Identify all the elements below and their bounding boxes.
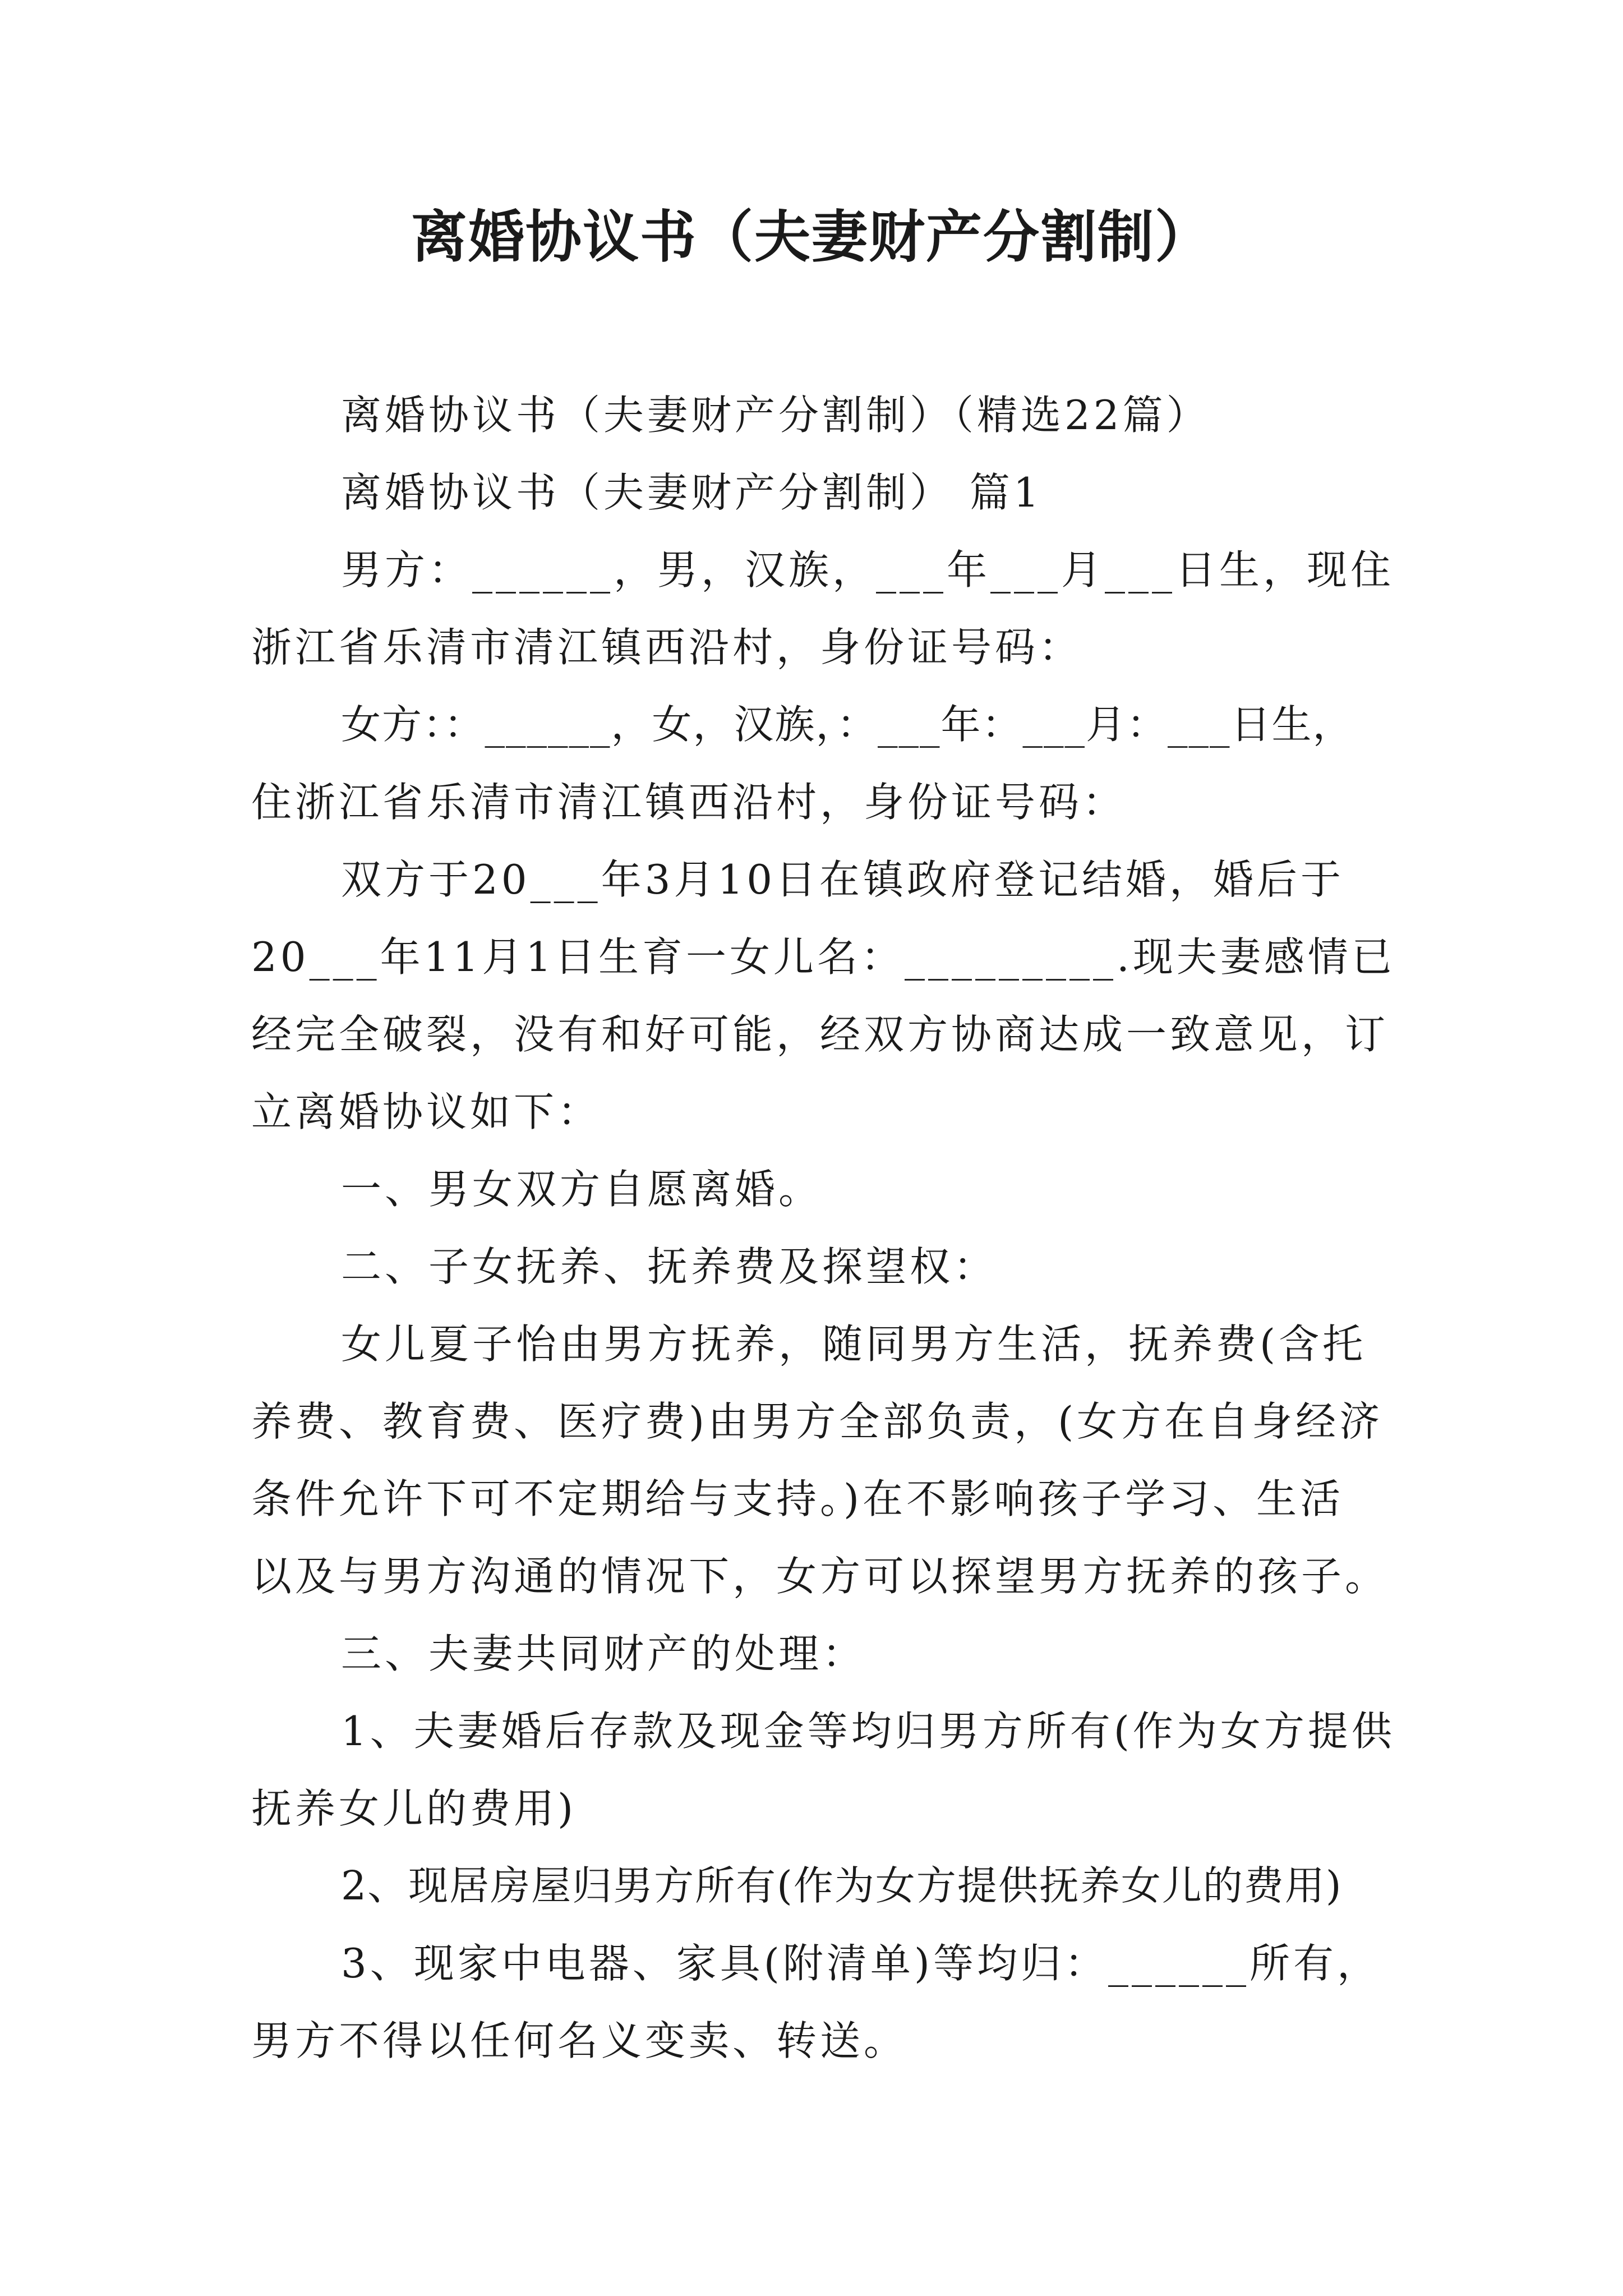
paragraph-line: 双方于20___年3月10日在镇政府登记结婚，婚后于 — [341, 856, 1345, 903]
paragraph-line: 条件允许下可不定期给与支持。)在不影响孩子学习、生活 — [251, 1475, 1344, 1522]
paragraph-line: 立离婚协议如下： — [251, 1088, 602, 1135]
section-heading: 离婚协议书（夫妻财产分割制） 篇1 — [341, 469, 1043, 516]
paragraph-line: 20___年11月1日生育一女儿名：_________.现夫妻感情已 — [251, 933, 1395, 981]
clause-heading: 二、子女抚养、抚养费及探望权： — [341, 1243, 998, 1290]
paragraph-line: 2、现居房屋归男方所有(作为女方提供抚养女儿的费用) — [341, 1862, 1343, 1909]
paragraph-line: 女方：：______，女，汉族，：___年：___月：___日生， — [341, 701, 1354, 748]
paragraph-line: 抚养女儿的费用) — [251, 1785, 577, 1832]
paragraph-line: 男方不得以任何名义变卖、转送。 — [251, 2017, 908, 2064]
paragraph-line: 3、现家中电器、家具(附清单)等均归：______所有， — [341, 1940, 1381, 1987]
clause-heading: 一、男女双方自愿离婚。 — [341, 1166, 823, 1213]
paragraph-line: 养费、教育费、医疗费)由男方全部负责，(女方在自身经济 — [251, 1398, 1384, 1445]
paragraph-line: 住浙江省乐清市清江镇西沿村，身份证号码： — [251, 779, 1127, 826]
paragraph-line: 女儿夏子怡由男方抚养，随同男方生活，抚养费(含托 — [341, 1320, 1367, 1368]
paragraph-line: 以及与男方沟通的情况下，女方可以探望男方抚养的孩子。 — [251, 1553, 1389, 1600]
paragraph-line: 1、夫妻婚后存款及现金等均归男方所有(作为女方提供 — [341, 1708, 1395, 1755]
document-title: 离婚协议书（夫妻财产分割制） — [411, 204, 1212, 270]
clause-heading: 三、夫妻共同财产的处理： — [341, 1630, 866, 1677]
paragraph-line: 经完全破裂，没有和好可能，经双方协商达成一致意见，订 — [251, 1011, 1389, 1058]
subtitle-line: 离婚协议书（夫妻财产分割制）（精选22篇） — [341, 392, 1210, 439]
paragraph-line: 男方：______，男，汉族，___年___月___日生，现住 — [341, 546, 1395, 593]
paragraph-line: 浙江省乐清市清江镇西沿村，身份证号码： — [251, 624, 1083, 671]
